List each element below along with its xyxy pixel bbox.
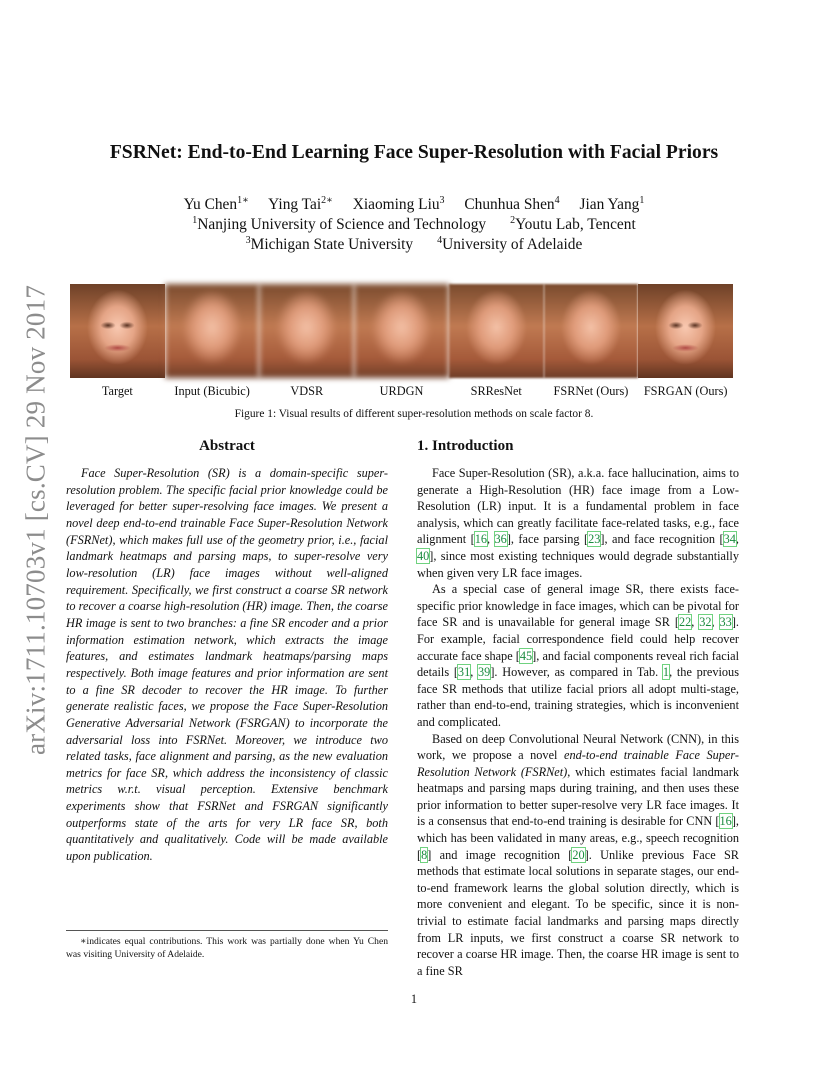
abstract-heading: Abstract: [199, 438, 255, 454]
figure-label: Input (Bicubic): [174, 384, 250, 398]
intro-paragraph-2: [417, 581, 739, 730]
abstract-text: Face Super-Resolution (SR) is a domain-specific super-resolution problem. The specific facial prior knowledge could be leveraged for better super-resolving face images. We present a novel deep end-to-end trainable Face Super-Resolution Network (FSRNet), which makes full use of the geometry prior, i.e., facial landmark heatmaps and parsing maps, to super-resolve very low-resolution (LR) face images without well-aligned requirement. Specifically, we first construct a coarse SR network to recover a coarse high-resolution (HR) image. Then, the coarse HR image is sent to two branches: a fine SR encoder and a prior information estimation network, which extracts the image features, and estimates landmark heatmaps/parsing maps respectively. Both image features and prior information are sent to a fine SR decoder to recover the HR image. To further generate realistic faces, we propose the Face Super-Resolution Generative Adversarial Network (FSRGAN) to incorporate the adversarial loss into FSRNet. Moreover, we introduce two related tasks, face alignment and parsing, as the new evaluation metrics for face SR, which address the inconsistency of classic metrics w.r.t. visual perception. Extensive benchmark experiments show that FSRNet and FSRGAN significantly outperforms state of the arts for very LR face SR, both quantitatively and qualitatively. Code will be made available upon publication.: [66, 466, 388, 864]
affiliation-mark: 3: [245, 235, 251, 246]
affiliation-mark: 2: [510, 215, 516, 226]
face-image-target: [70, 284, 165, 378]
intro-paragraph-1: [417, 465, 739, 581]
intro-paragraph-3: [417, 731, 739, 980]
author-name: Ying Tai: [268, 196, 322, 213]
author-name: Jian Yang: [579, 196, 640, 213]
citation-link[interactable]: 8: [421, 847, 428, 862]
text-run: ,: [487, 532, 495, 547]
affiliation-name: Nanjing University of Science and Technology: [197, 216, 487, 233]
affiliation-mark: 4: [437, 235, 443, 246]
text-run: ]. However, as compared in Tab.: [490, 665, 663, 680]
citation-link[interactable]: 33: [719, 615, 732, 630]
arxiv-stamp-text: arXiv:1711.10703v1 [cs.CV] 29 Nov 2017: [20, 284, 51, 755]
citation-link[interactable]: 39: [478, 665, 491, 680]
figure-label: URDGN: [379, 384, 424, 398]
footnote: [66, 930, 388, 961]
face-image-vdsr: [259, 284, 354, 378]
face-image-srresnet: [449, 284, 544, 378]
author-mark: 1∗: [237, 195, 249, 206]
affiliation-name: Michigan State University: [250, 236, 414, 253]
text-run: Based on deep Convolutional Neural Network (CNN), in this work, we propose a novel: [417, 731, 739, 763]
author-mark: 1: [639, 195, 645, 206]
introduction-heading: 1. Introduction: [417, 438, 514, 454]
text-run: ], and facial components reveal rich facial details [: [417, 648, 739, 680]
emphasis-text: end-to-end trainable Face Super-Resolution Network (FSRNet): [417, 748, 739, 779]
abstract-section: [66, 437, 388, 865]
text-run: ,: [711, 615, 720, 630]
figure-1-caption: [0, 408, 828, 420]
author-mark: 2∗: [321, 195, 333, 206]
text-run: ,: [691, 615, 700, 630]
affiliation-name: Youtu Lab, Tencent: [515, 216, 636, 233]
text-run: ] and image recognition [: [427, 847, 573, 862]
figure-label: Target: [101, 384, 133, 398]
text-run: ]. For example, facial correspondence field could help recover accurate face shape [: [417, 615, 739, 663]
author-name: Xiaoming Liu: [352, 196, 440, 213]
text-run: ], face parsing [: [506, 532, 589, 547]
author-block: [0, 195, 828, 255]
author-mark: 3: [439, 195, 445, 206]
citation-link[interactable]: 45: [519, 648, 533, 663]
author-mark: 4: [554, 195, 560, 206]
table-link[interactable]: 1: [662, 665, 670, 680]
figure-label: FSRGAN (Ours): [643, 384, 728, 398]
text-run: , which estimates facial landmark heatmaps and parsing maps during training, and then uses these prior information to better super-resolve very LR face images. It is a consensus that end-to-end training is desirable for CNN [: [417, 764, 739, 829]
figure-1-labels: [70, 384, 733, 399]
author-name: Chunhua Shen: [464, 196, 555, 213]
text-run: ], and face recognition [: [600, 532, 724, 547]
citation-link[interactable]: 34: [723, 532, 736, 547]
affiliation-mark: 1: [192, 215, 198, 226]
citation-link[interactable]: 20: [572, 847, 585, 862]
introduction-section: [417, 437, 739, 979]
figure-label: SRResNet: [470, 384, 522, 398]
text-run: ], which has been validated in many areas, e.g., speech recognition [: [417, 814, 739, 862]
figure-caption-text: Visual results of different super-resolution methods on scale factor 8.: [276, 408, 594, 420]
page-number: 1: [410, 992, 418, 1006]
citation-link[interactable]: 40: [417, 548, 430, 563]
affiliation-row-1: [0, 215, 828, 235]
citation-link[interactable]: 32: [699, 615, 712, 630]
author-list: [0, 195, 828, 215]
footnote-text: indicates equal contributions. This work was partially done when Yu Chen was visiting University of Adelaide.: [66, 936, 388, 960]
citation-link[interactable]: 22: [678, 615, 692, 630]
affiliation-row-2: [0, 235, 828, 255]
citation-link[interactable]: 23: [588, 532, 601, 547]
text-run: ,: [470, 665, 479, 680]
text-run: Face Super-Resolution (SR), a.k.a. face hallucination, aims to generate a High-Resolution (HR) face image from a Low-Resolution (LR) input. It is a fundamental problem in face analysis, which can greatly facilitate face-related tasks, e.g., face alignment [: [417, 466, 739, 547]
citation-link[interactable]: 36: [494, 532, 507, 547]
figure-caption-label: Figure 1:: [234, 408, 277, 420]
face-image-fsrnet: [544, 284, 639, 378]
figure-label: VDSR: [290, 384, 324, 398]
figure-1-images: [70, 284, 733, 378]
paper-title: FSRNet: End-to-End Learning Face Super-Resolution with Facial Priors: [109, 142, 719, 163]
face-image-urdgn: [354, 284, 449, 378]
citation-link[interactable]: 16: [719, 814, 732, 829]
figure-label: FSRNet (Ours): [553, 384, 629, 398]
face-image-bicubic: [165, 284, 260, 378]
face-image-fsrgan: [638, 284, 733, 378]
text-run: ,: [735, 532, 739, 547]
citation-link[interactable]: 31: [457, 665, 471, 680]
footnote-mark: ∗: [80, 936, 87, 947]
text-run: , the previous face SR methods that utilize facial priors all adopt multi-stage, rather than end-to-end, training strategies, which is inconvenient and complicated.: [417, 665, 739, 729]
affiliation-name: University of Adelaide: [442, 236, 583, 253]
arxiv-stamp: [22, 282, 50, 757]
text-run: ], since most existing techniques would degrade substantially when given very LR face images.: [417, 548, 739, 580]
text-run: As a special case of general image SR, there exists face-specific prior knowledge in face images, which can be pivotal for face SR and is unavailable for general image SR [: [417, 582, 739, 630]
author-name: Yu Chen: [183, 196, 238, 213]
text-run: ]. Unlike previous Face SR methods that estimate local solutions in separate stages, our end-to-end framework learns the global solution directly, which is more convenient and elegant. To be specific, since it is non-trivial to estimate facial landmarks and parsing maps directly from LR inputs, we first construct a coarse SR network to recover a coarse HR image. Then, the coarse HR image is sent to a fine SR: [417, 847, 739, 978]
citation-link[interactable]: 16: [474, 532, 488, 547]
